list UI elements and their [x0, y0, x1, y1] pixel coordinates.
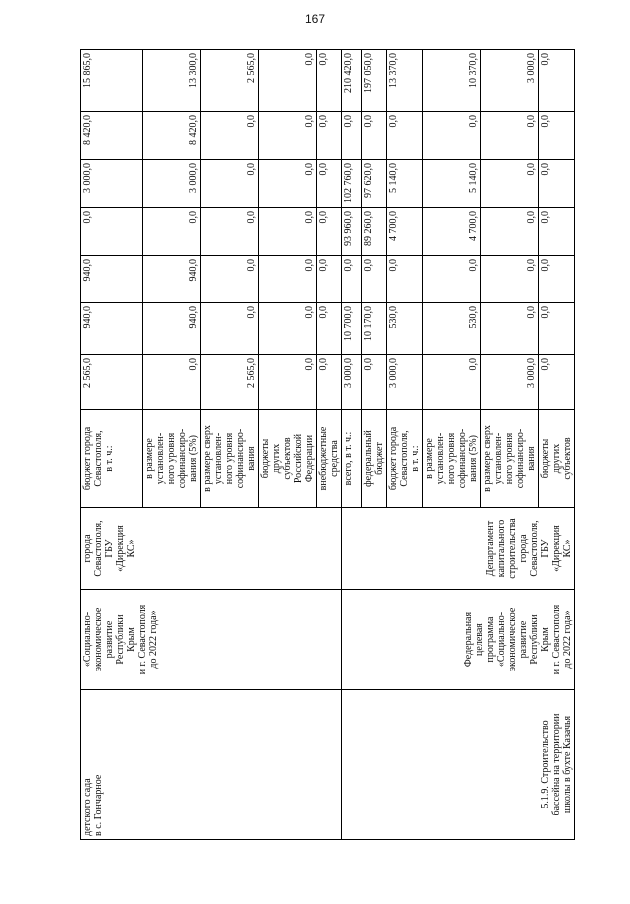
amount-cell: 0,0 — [201, 160, 259, 208]
program-cell: Федеральная целевая программа «Социально- экономическое развитие Республики Крым и г. Севастополя до 2022 года» — [342, 590, 575, 690]
amount-cell: 0,0 — [81, 208, 143, 256]
amount-cell: 0,0 — [481, 112, 539, 160]
amount-cell: 0,0 — [539, 160, 575, 208]
amount-cell: 0,0 — [387, 256, 423, 303]
amount-cell: 3 000,0 — [342, 355, 362, 410]
table-row — [342, 50, 362, 840]
funding-source-cell: в размере установлен- ного уровня софинансиро- вания (5%) — [423, 410, 481, 508]
amount-cell: 0,0 — [317, 355, 342, 410]
amount-cell: 2 565,0 — [201, 355, 259, 410]
amount-cell: 15 865,0 — [81, 50, 143, 112]
amount-cell: 0,0 — [481, 160, 539, 208]
amount-cell: 940,0 — [81, 303, 143, 355]
amount-cell: 10 370,0 — [423, 50, 481, 112]
amount-cell: 0,0 — [143, 355, 201, 410]
amount-cell: 93 960,0 — [342, 208, 362, 256]
amount-cell: 0,0 — [539, 303, 575, 355]
amount-cell: 0,0 — [481, 256, 539, 303]
amount-cell: 5 140,0 — [423, 160, 481, 208]
executor-cell: Департамент капитального строительства города Севастополя, ГБУ «Дирекция КС» — [342, 508, 575, 590]
amount-cell: 940,0 — [143, 303, 201, 355]
amount-cell: 0,0 — [259, 303, 317, 355]
amount-cell: 3 000,0 — [481, 50, 539, 112]
amount-cell: 0,0 — [539, 208, 575, 256]
amount-cell: 4 700,0 — [423, 208, 481, 256]
rotated-table-area — [80, 50, 573, 840]
amount-cell: 0,0 — [539, 50, 575, 112]
amount-cell: 940,0 — [81, 256, 143, 303]
amount-cell: 3 000,0 — [481, 355, 539, 410]
amount-cell: 89 260,0 — [362, 208, 387, 256]
amount-cell: 0,0 — [317, 160, 342, 208]
amount-cell: 10 700,0 — [342, 303, 362, 355]
amount-cell: 0,0 — [259, 355, 317, 410]
funding-source-cell: бюджеты других субъектов Российской Федерации — [259, 410, 317, 508]
project-name-cell: детского сада в с. Гончарное — [81, 690, 342, 840]
table-row — [81, 50, 143, 840]
funding-source-cell: федеральный бюджет — [362, 410, 387, 508]
funding-source-cell: бюджет города Севастополя, в т. ч.: — [387, 410, 423, 508]
amount-cell: 4 700,0 — [387, 208, 423, 256]
amount-cell: 0,0 — [259, 160, 317, 208]
amount-cell: 0,0 — [423, 112, 481, 160]
executor-cell: города Севастополя, ГБУ «Дирекция КС» — [81, 508, 342, 590]
amount-cell: 0,0 — [201, 303, 259, 355]
table-body — [81, 50, 575, 840]
amount-cell: 102 760,0 — [342, 160, 362, 208]
amount-cell: 0,0 — [201, 256, 259, 303]
amount-cell: 0,0 — [481, 208, 539, 256]
amount-cell: 197 050,0 — [362, 50, 387, 112]
amount-cell: 0,0 — [539, 256, 575, 303]
amount-cell: 0,0 — [201, 208, 259, 256]
amount-cell: 0,0 — [362, 256, 387, 303]
amount-cell: 3 000,0 — [81, 160, 143, 208]
amount-cell: 8 420,0 — [81, 112, 143, 160]
amount-cell: 2 565,0 — [201, 50, 259, 112]
amount-cell: 0,0 — [342, 256, 362, 303]
amount-cell: 97 620,0 — [362, 160, 387, 208]
amount-cell: 0,0 — [143, 208, 201, 256]
amount-cell: 0,0 — [362, 355, 387, 410]
amount-cell: 0,0 — [201, 112, 259, 160]
amount-cell: 0,0 — [481, 303, 539, 355]
amount-cell: 0,0 — [423, 256, 481, 303]
amount-cell: 530,0 — [387, 303, 423, 355]
amount-cell: 0,0 — [539, 355, 575, 410]
amount-cell: 10 170,0 — [362, 303, 387, 355]
amount-cell: 210 420,0 — [342, 50, 362, 112]
funding-source-cell: бюджеты других субъектов — [539, 410, 575, 508]
funding-source-cell: в размере сверх установлен- ного уровня софинансиро- вания — [201, 410, 259, 508]
amount-cell: 0,0 — [259, 50, 317, 112]
amount-cell: 13 300,0 — [143, 50, 201, 112]
amount-cell: 0,0 — [342, 112, 362, 160]
page-number: 167 — [304, 12, 326, 26]
funding-source-cell: внебюджетные средства — [317, 410, 342, 508]
amount-cell: 0,0 — [317, 112, 342, 160]
amount-cell: 2 565,0 — [81, 355, 143, 410]
amount-cell: 13 370,0 — [387, 50, 423, 112]
funding-source-cell: в размере сверх установлен- ного уровня софинансиро- вания — [481, 410, 539, 508]
rotated-table-wrapper — [80, 50, 573, 840]
amount-cell: 8 420,0 — [143, 112, 201, 160]
amount-cell: 3 000,0 — [387, 355, 423, 410]
amount-cell: 0,0 — [317, 50, 342, 112]
funding-source-cell: в размере установлен- ного уровня софинансиро- вания (5%) — [143, 410, 201, 508]
amount-cell: 0,0 — [317, 256, 342, 303]
amount-cell: 0,0 — [362, 112, 387, 160]
amount-cell: 0,0 — [317, 303, 342, 355]
amount-cell: 0,0 — [387, 112, 423, 160]
amount-cell: 530,0 — [423, 303, 481, 355]
amount-cell: 940,0 — [143, 256, 201, 303]
budget-table — [80, 49, 575, 840]
amount-cell: 0,0 — [539, 112, 575, 160]
amount-cell: 0,0 — [423, 355, 481, 410]
amount-cell: 0,0 — [259, 256, 317, 303]
amount-cell: 3 000,0 — [143, 160, 201, 208]
amount-cell: 5 140,0 — [387, 160, 423, 208]
program-cell: «Социально- экономическое развитие Республики Крым и г. Севастополя до 2022 года» — [81, 590, 342, 690]
funding-source-cell: бюджет города Севастополя, в т. ч.: — [81, 410, 143, 508]
funding-source-cell: всего, в т. ч.: — [342, 410, 362, 508]
project-name-cell: 5.1.9. Строительство бассейна на территории школы в бухте Казачья — [342, 690, 575, 840]
amount-cell: 0,0 — [317, 208, 342, 256]
amount-cell: 0,0 — [259, 208, 317, 256]
amount-cell: 0,0 — [259, 112, 317, 160]
